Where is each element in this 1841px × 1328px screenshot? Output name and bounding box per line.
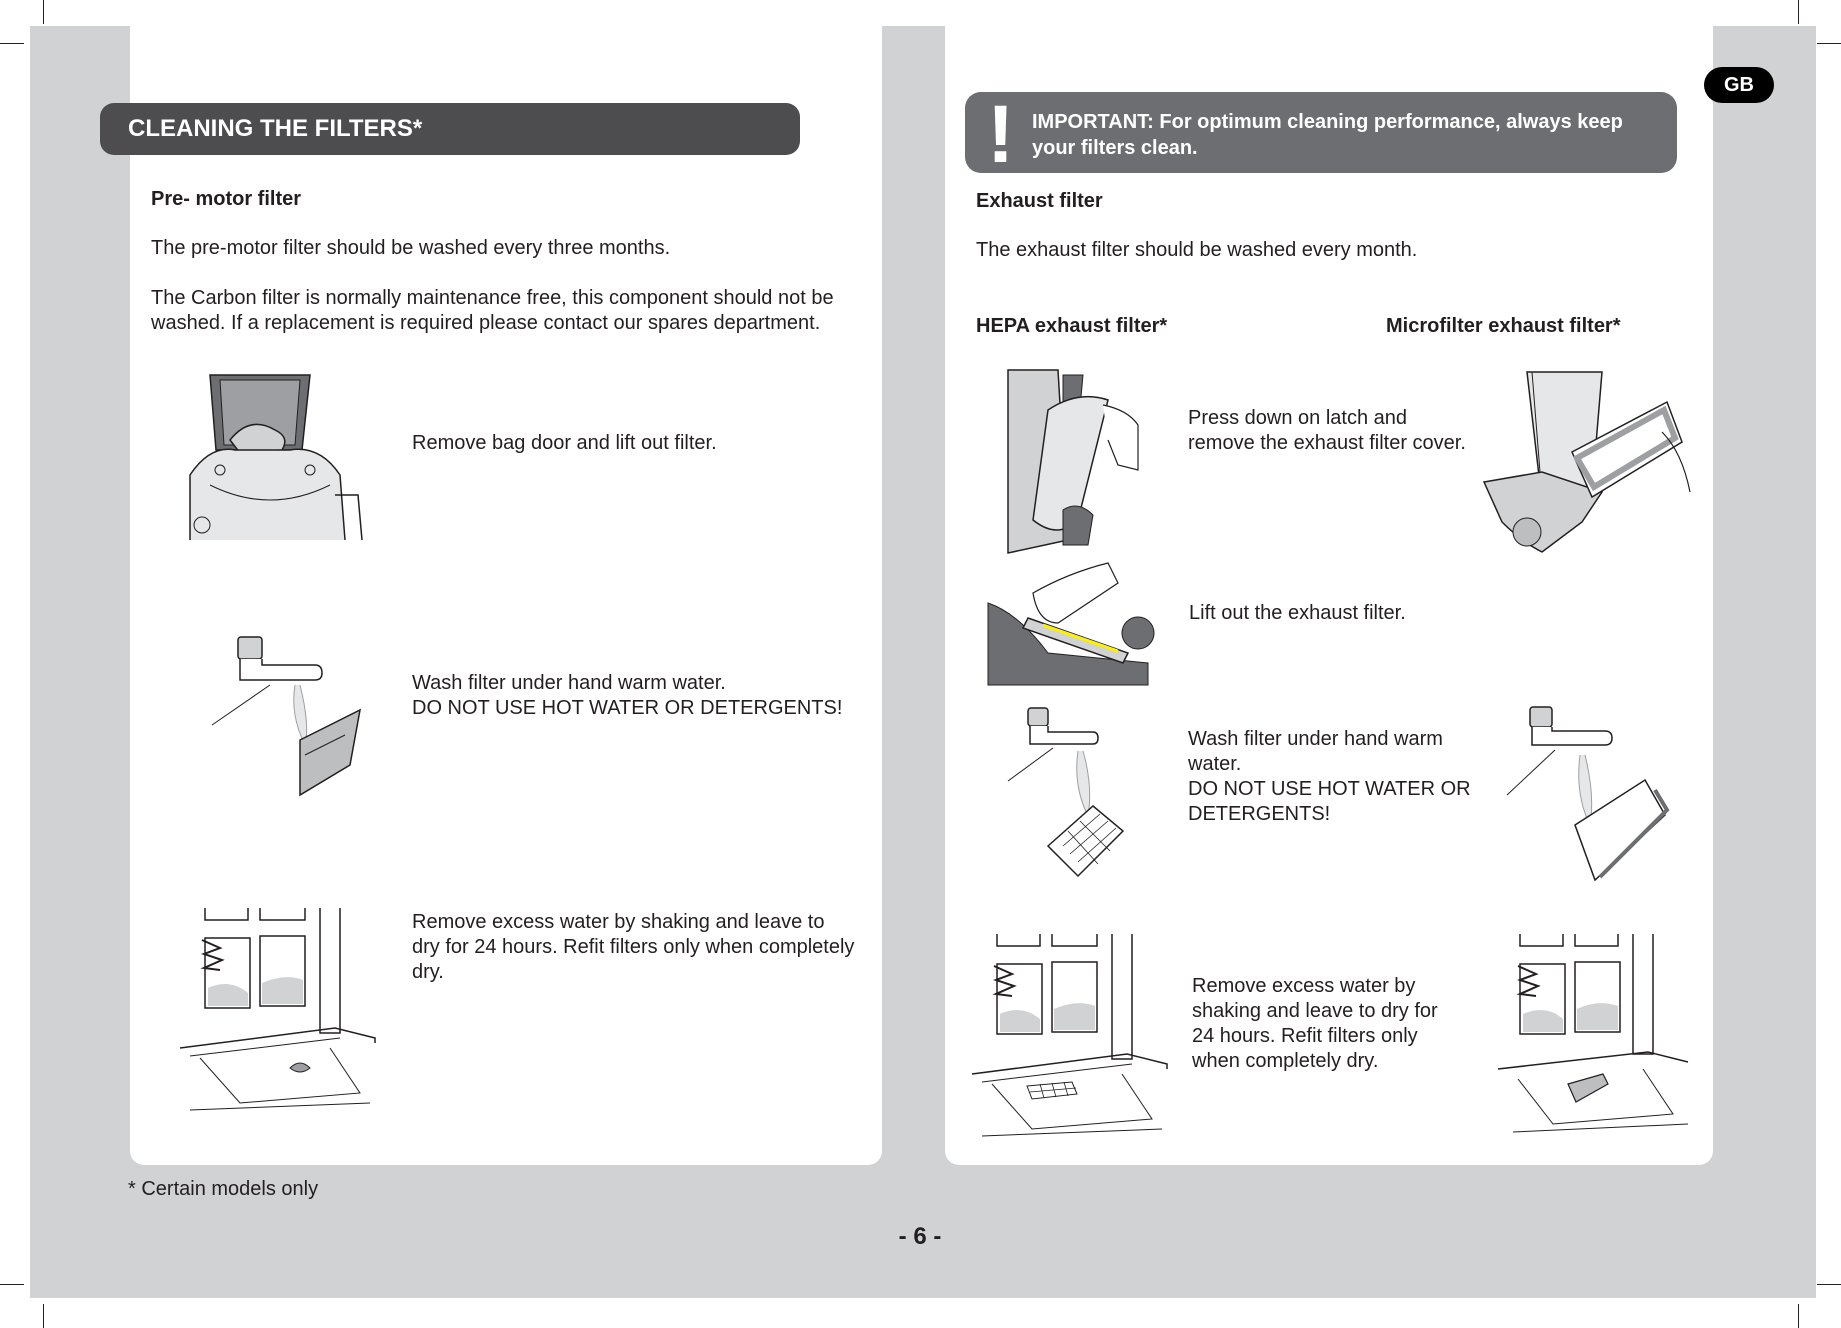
pre-motor-intro: The pre-motor filter should be washed every three months.	[151, 237, 671, 259]
step-line: shaking and leave to dry for	[1192, 1000, 1438, 1022]
right-step-3-text	[1188, 727, 1471, 827]
right-step-2-text: Lift out the exhaust filter.	[1189, 602, 1406, 624]
hepa-heading: HEPA exhaust filter*	[976, 315, 1168, 337]
pre-motor-filter-heading: Pre- motor filter	[151, 188, 302, 210]
lift-filter-illustration	[988, 563, 1160, 685]
step-line: DETERGENTS!	[1188, 803, 1331, 825]
warning-icon: !	[987, 89, 1015, 180]
crop-mark	[43, 0, 44, 24]
language-badge: GB	[1704, 67, 1774, 103]
right-step-1-text	[1188, 406, 1466, 456]
carbon-note-line: The Carbon filter is normally maintenance free, this component should not be	[151, 287, 834, 309]
step-line: DO NOT USE HOT WATER OR DETERGENTS!	[412, 697, 843, 719]
step-line: water.	[1188, 753, 1242, 775]
window-dry-illustration	[180, 908, 380, 1113]
crop-mark	[43, 1304, 44, 1328]
crop-mark	[1817, 1284, 1841, 1285]
crop-mark	[1798, 0, 1799, 24]
step-line: Wash filter under hand warm	[1188, 728, 1443, 750]
step-line: Press down on latch and	[1188, 407, 1408, 429]
bag-door-illustration	[180, 375, 365, 540]
microfilter-cover-illustration	[1482, 372, 1690, 562]
hepa-wash-illustration	[1008, 706, 1126, 886]
step-line: when completely dry.	[1192, 1050, 1379, 1072]
footnote: * Certain models only	[128, 1178, 319, 1200]
right-step-4-text	[1192, 974, 1438, 1074]
step-line: Remove excess water by shaking and leave to	[412, 911, 825, 933]
exhaust-filter-heading: Exhaust filter	[976, 190, 1103, 212]
step-line: 24 hours. Refit filters only	[1192, 1025, 1418, 1047]
left-step-2-text	[412, 671, 842, 721]
microfilter-wash-illustration	[1505, 705, 1685, 885]
exhaust-intro: The exhaust filter should be washed every month.	[976, 239, 1418, 261]
tap-wash-illustration	[210, 635, 370, 805]
page-number: - 6 -	[898, 1223, 942, 1250]
important-text	[1032, 109, 1672, 161]
step-line: dry.	[412, 961, 444, 983]
step-line: Wash filter under hand warm water.	[412, 672, 726, 694]
hepa-cover-illustration	[1008, 370, 1143, 553]
carbon-filter-note	[151, 286, 891, 336]
crop-mark	[1798, 1304, 1799, 1328]
step-line: Remove excess water by	[1192, 975, 1416, 997]
crop-mark	[0, 1284, 24, 1285]
crop-mark	[0, 43, 24, 44]
section-title-bar: CLEANING THE FILTERS*	[100, 103, 800, 155]
step-line: dry for 24 hours. Refit filters only when completely	[412, 936, 855, 958]
left-step-3-text	[412, 910, 854, 985]
carbon-note-line: washed. If a replacement is required please contact our spares department.	[151, 312, 821, 334]
step-line: remove the exhaust filter cover.	[1188, 432, 1466, 454]
left-step-1-text: Remove bag door and lift out filter.	[412, 432, 717, 454]
step-line: DO NOT USE HOT WATER OR	[1188, 778, 1471, 800]
crop-mark	[1817, 43, 1841, 44]
microfilter-heading: Microfilter exhaust filter*	[1386, 315, 1621, 337]
hepa-dry-illustration	[972, 934, 1172, 1139]
microfilter-dry-illustration	[1498, 934, 1690, 1134]
important-notice	[965, 89, 1677, 180]
important-line: your filters clean.	[1032, 137, 1198, 159]
important-line: IMPORTANT: For optimum cleaning performance, always keep	[1032, 111, 1623, 133]
